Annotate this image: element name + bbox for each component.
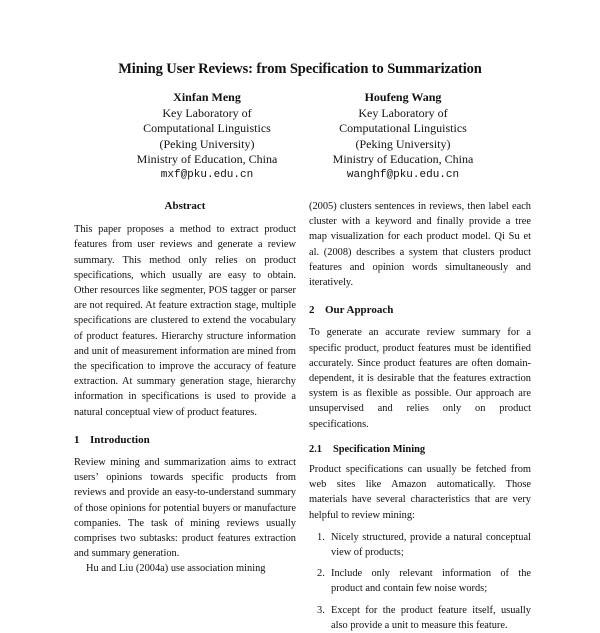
abstract-heading: Abstract xyxy=(164,200,206,212)
section-number: 2 xyxy=(309,304,315,317)
section-1-heading xyxy=(74,433,296,448)
list-item xyxy=(309,566,531,596)
section-number: 1 xyxy=(74,433,80,446)
affiliation-line: Ministry of Education, China xyxy=(332,152,474,167)
related-work-continuation: (2005) clusters sentences in reviews, then label each cluster with a keyword and finally provide a tree map visualization for each product model. Qi Su et al. (2008) describes a system that clusters product features and opinion words simultaneously and iteratively. xyxy=(309,201,531,289)
list-marker: 3. xyxy=(317,604,325,616)
affiliation-line: (Peking University) xyxy=(355,136,451,151)
affiliation-line: (Peking University) xyxy=(159,136,255,151)
section-2-heading xyxy=(309,303,531,318)
right-column xyxy=(309,199,531,633)
left-column xyxy=(74,199,296,577)
spec-mining-paragraph: Product specifications can usually be fetched from web sites like Amazon automatically. Those materials have several characteristics that are very helpful to review mining: xyxy=(309,464,531,521)
list-marker: 2. xyxy=(317,568,325,580)
list-item-text: Except for the product feature itself, usually also provide a unit to measure this feature. xyxy=(331,604,531,631)
affiliation-line: Key Laboratory of xyxy=(358,105,448,120)
author-block-2 xyxy=(293,90,513,184)
list-item-text: Nicely structured, provide a natural conceptual view of products; xyxy=(331,531,531,559)
approach-paragraph: To generate an accurate review summary for a specific product, product features must be identified accurately. Since product features are often domain-dependent, it is desirable that the features extraction system is as flexible as possible. Our approach are unsupervised and relies only on product specifications. xyxy=(309,327,531,430)
characteristics-list xyxy=(309,530,531,633)
author-email: wanghf@pku.edu.cn xyxy=(346,168,460,181)
section-2-1-heading xyxy=(309,442,531,457)
abstract-text: This paper proposes a method to extract product features from user reviews and generate a review summary. This method only relies on product specifications, which usually are easy to obtain. Other resources like segmenter, POS tagger or parser are not required. At feature extraction stage, multiple specifications are clustered to extend the vocabulary of product features. Hierarchy structure information and unit of measurement information are mined from the specification to improve the accuracy of feature extraction. At summary generation stage, hierarchy information in specifications is used to provide a natural conceptual view of product features. xyxy=(74,224,296,418)
list-item xyxy=(309,530,531,560)
author-block-1 xyxy=(97,90,317,184)
list-item xyxy=(309,603,531,633)
author-name: Xinfan Meng xyxy=(173,90,241,104)
affiliation-line: Computational Linguistics xyxy=(339,121,467,136)
section-title: Our Approach xyxy=(325,304,394,317)
affiliation-line: Computational Linguistics xyxy=(143,121,271,136)
subsection-title: Specification Mining xyxy=(333,443,426,455)
affiliation-line: Key Laboratory of xyxy=(162,105,252,120)
author-name: Houfeng Wang xyxy=(364,90,442,104)
subsection-number: 2.1 xyxy=(309,443,322,455)
intro-paragraph-2: Hu and Liu (2004a) use association mining xyxy=(86,563,266,575)
list-item-text: Include only relevant information of the product and contain few noise words; xyxy=(331,568,531,595)
section-title: Introduction xyxy=(90,433,150,446)
list-marker: 1. xyxy=(317,531,325,543)
intro-paragraph-1: Review mining and summarization aims to extract users’ opinions towards specific products from reviews and provide an easy-to-understand summary of those opinions for potential buyers or manufacture companies. The task of mining reviews usually comprises two subtasks: product features extraction and summary generation. xyxy=(74,457,296,560)
paper-title: Mining User Reviews: from Specification to Summarization xyxy=(118,61,482,77)
affiliation-line: Ministry of Education, China xyxy=(136,152,278,167)
author-email: mxf@pku.edu.cn xyxy=(160,168,254,181)
